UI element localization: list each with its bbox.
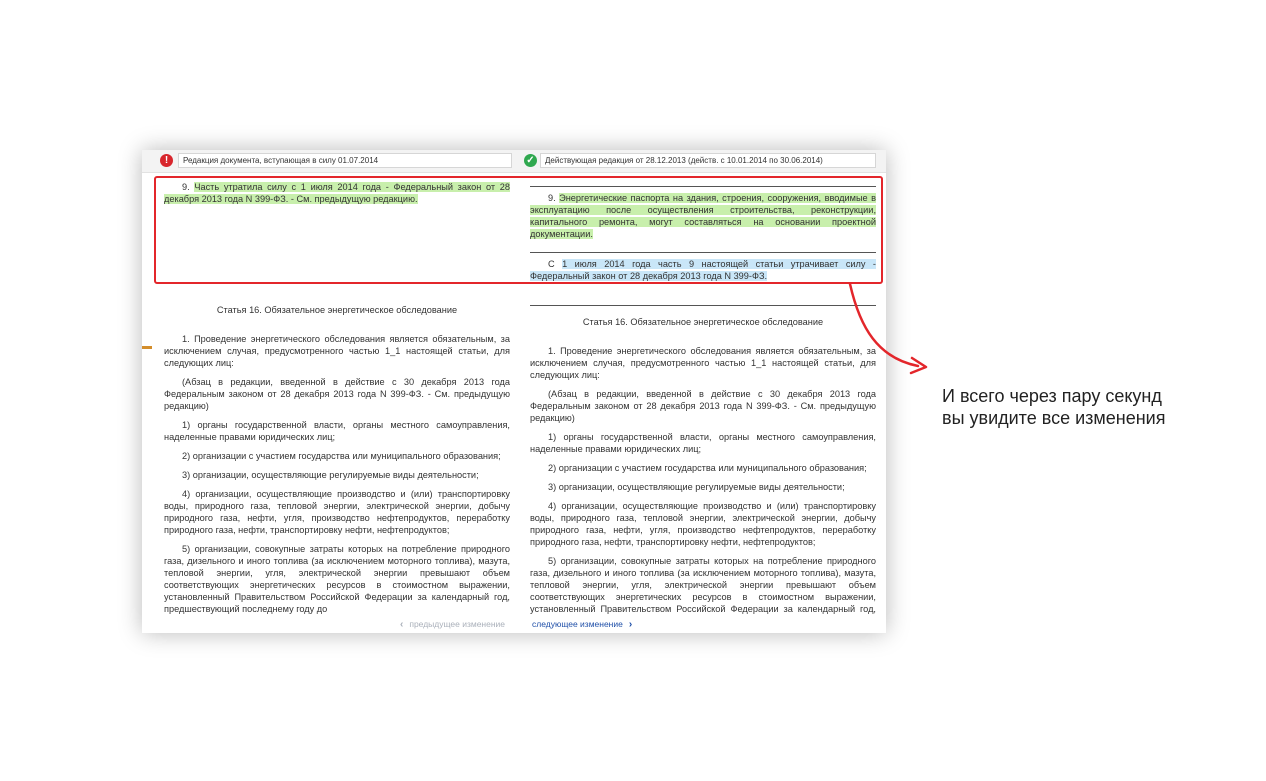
versions-header	[142, 150, 886, 173]
left-change-paragraph: 9. Часть утратила силу с 1 июля 2014 года - Федеральный закон от 28 декабря 2013 года N 399-ФЗ. - См. предыдущую редакцию.	[164, 182, 510, 204]
right-article-title: Статья 16. Обязательное энергетическое обследование	[582, 317, 824, 327]
left-version-selector[interactable]: Редакция документа, вступающая в силу 01.07.2014	[178, 153, 512, 168]
right-change-block	[530, 186, 876, 293]
left-paragraph: 1) органы государственной власти, органы местного самоуправления, наделенные правами юридических лиц;	[164, 420, 510, 442]
promo-caption	[942, 385, 1242, 429]
divider	[530, 186, 876, 187]
right-paragraph: 1) органы государственной власти, органы местного самоуправления, наделенные правами юридических лиц;	[530, 432, 876, 454]
left-paragraph: 1. Проведение энергетического обследования является обязательным, за исключением случая, предусмотренного частью 1_1 настоящей статьи, для следующих лиц:	[164, 334, 510, 368]
chevron-left-icon: ‹	[400, 619, 404, 630]
right-version-selector[interactable]: Действующая редакция от 28.12.2013 (действ. с 10.01.2014 по 30.06.2014)	[540, 153, 876, 168]
chevron-right-icon: ›	[628, 619, 633, 630]
right-paragraph: 5) организации, совокупные затраты которых на потребление природного газа, дизельного и иного топлива (за исключением моторного топлива), мазута, тепловой энергии, угля, электрической энергии превышают объем соответствующих энергетических ресурсов в стоимостном выражении, установленный Правительством Российской Федерации за календарный год,	[530, 556, 876, 614]
left-paragraph: 4) организации, осуществляющие производство и (или) транспортировку воды, природного газа, тепловой энергии, электрической энергии, добычу природного газа, нефти, угля, производство нефтепродуктов, переработку природного газа, нефти, транспортировку нефти, нефтепродуктов;	[164, 489, 510, 535]
change-marker	[142, 346, 152, 349]
change-navigation-bar	[142, 616, 886, 633]
right-paragraph: 1. Проведение энергетического обследования является обязательным, за исключением случая, предусмотренного частью 1_1 настоящей статьи, для следующих лиц:	[530, 346, 876, 380]
left-paragraph: 2) организации с участием государства или муниципального образования;	[182, 451, 501, 461]
caption-line: вы увидите все изменения	[942, 408, 1166, 428]
left-paragraph: (Абзац в редакции, введенной в действие с 30 декабря 2013 года Федеральным законом от 28 декабря 2013 года N 399-ФЗ. - См. предыдущую редакцию)	[164, 377, 510, 411]
right-paragraph: 3) организации, осуществляющие регулируемые виды деятельности;	[548, 482, 845, 492]
right-paragraph: 4) организации, осуществляющие производство и (или) транспортировку воды, природного газа, тепловой энергии, электрической энергии, добычу природного газа, нефти, угля, производство нефтепродуктов, переработку природного газа, нефти, транспортировку нефти, нефтепродуктов;	[530, 501, 876, 547]
right-paragraph: (Абзац в редакции, введенной в действие с 30 декабря 2013 года Федеральным законом от 28 декабря 2013 года N 399-ФЗ. - См. предыдущую редакцию)	[530, 389, 876, 423]
left-article-title: Статья 16. Обязательное энергетическое обследование	[216, 305, 458, 315]
right-change-highlight-added: Энергетические паспорта на здания, строения, сооружения, вводимые в эксплуатацию после осуществления строительства, реконструкции, капитального ремонта, могут составляться на основании проектной документации.	[530, 193, 876, 239]
left-change-block	[164, 181, 510, 288]
check-icon: ✓	[524, 154, 537, 167]
next-change-button[interactable]: следующее изменение ›	[532, 619, 633, 630]
document-compare-window	[142, 150, 886, 633]
left-change-highlight: Часть утратила силу с 1 июля 2014 года - Федеральный закон от 28 декабря 2013 года N 399-ФЗ. - См. предыдущую редакцию.	[164, 182, 510, 204]
left-paragraph: 5) организации, совокупные затраты которых на потребление природного газа, дизельного и иного топлива (за исключением моторного топлива), мазута, тепловой энергии, угля, электрической энергии превышают объем соответствующих энергетических ресурсов в стоимостном выражении, установленный Правительством Российской Федерации за календарный год, предшествующий последнему году до	[164, 544, 510, 614]
right-change-paragraph: С 1 июля 2014 года часть 9 настоящей статьи утрачивает силу - Федеральный закон от 28 декабря 2013 года N 399-ФЗ.	[530, 259, 876, 281]
right-document-pane[interactable]	[530, 176, 876, 615]
divider	[530, 305, 876, 306]
right-change-highlight-modified: 1 июля 2014 года часть 9 настоящей статьи утрачивает силу - Федеральный закон от 28 декабря 2013 года N 399-ФЗ.	[530, 259, 876, 281]
divider	[530, 252, 876, 253]
caption-line: И всего через пару секунд	[942, 386, 1162, 406]
error-icon: !	[160, 154, 173, 167]
callout-arrow-icon	[840, 278, 940, 378]
right-change-paragraph: 9. Энергетические паспорта на здания, строения, сооружения, вводимые в эксплуатацию после осуществления строительства, реконструкции, капитального ремонта, могут составляться на основании проектной документации.	[530, 193, 876, 239]
left-paragraph: 3) организации, осуществляющие регулируемые виды деятельности;	[182, 470, 479, 480]
left-document-pane[interactable]	[164, 176, 510, 615]
previous-change-button[interactable]: ‹ предыдущее изменение	[400, 619, 506, 630]
right-paragraph: 2) организации с участием государства или муниципального образования;	[548, 463, 867, 473]
